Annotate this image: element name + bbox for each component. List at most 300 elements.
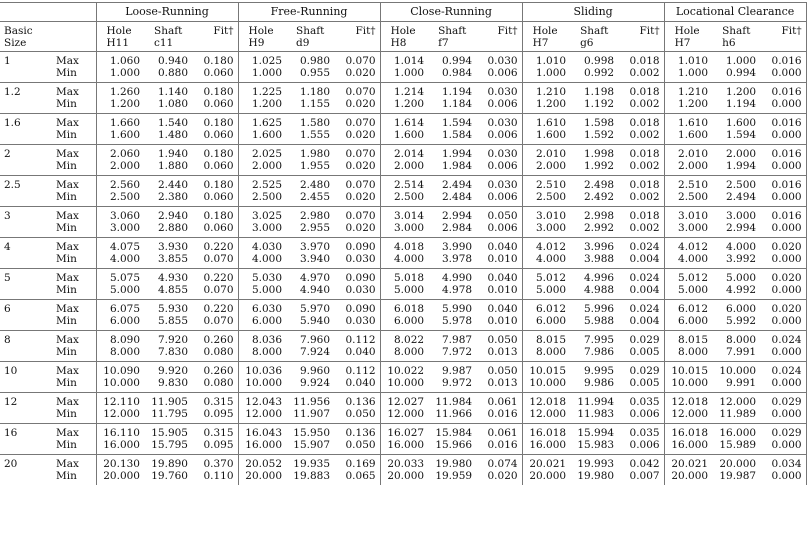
- shaft-value: 1.140: [144, 83, 192, 99]
- fit-value: 0.220: [192, 238, 238, 254]
- shaft-value: 2.492: [584, 191, 615, 203]
- fit-value: 0.136: [334, 424, 380, 440]
- table-row: [0, 362, 806, 378]
- fit-value: 0.070: [334, 207, 380, 223]
- hole-value: 6.075: [96, 300, 144, 316]
- fit-value: 0.004: [618, 284, 664, 300]
- hole-value: 16.000: [380, 439, 428, 455]
- fit-value: 0.007: [618, 470, 664, 485]
- shaft-value: 2.984: [442, 222, 473, 234]
- fit-value: 0.006: [476, 160, 522, 176]
- shaft-value: 19.987: [719, 470, 757, 482]
- tolerance-class: f7: [438, 37, 449, 49]
- shaft-value: 2.940: [144, 207, 192, 223]
- hole-value: 2.025: [238, 145, 286, 161]
- hole-value: 3.000: [380, 222, 428, 238]
- fit-value: 0.020: [334, 191, 380, 207]
- fit-value: 0.040: [334, 346, 380, 362]
- shaft-value: 15.994: [570, 424, 618, 440]
- shaft-value: 2.455: [299, 191, 331, 203]
- fit-value: 0.074: [476, 455, 522, 471]
- table-row: [0, 191, 806, 207]
- hole-value: 5.000: [380, 284, 428, 300]
- fit-value: 0.136: [334, 393, 380, 409]
- shaft-value: 15.984: [428, 424, 476, 440]
- shaft-value: 1.480: [157, 129, 188, 141]
- hole-value: 1.600: [522, 129, 570, 145]
- shaft-value: 3.940: [299, 253, 331, 265]
- hole-value: 16.043: [238, 424, 286, 440]
- column-heading: Fit†: [760, 22, 806, 38]
- shaft-value: 1.198: [570, 83, 618, 99]
- tolerance-class: [476, 37, 522, 52]
- column-heading: Fit†: [192, 22, 238, 38]
- hole-value: 4.030: [238, 238, 286, 254]
- fit-value: 0.110: [192, 470, 238, 485]
- fit-value: 0.024: [618, 300, 664, 316]
- shaft-value: 1.000: [712, 52, 760, 68]
- shaft-value: 19.980: [577, 470, 615, 482]
- fit-value: 0.016: [476, 439, 522, 455]
- column-heading: Shaft: [144, 22, 192, 38]
- hole-value: 1.200: [96, 98, 144, 114]
- fit-value: 0.000: [760, 160, 806, 176]
- shaft-value: 4.000: [712, 238, 760, 254]
- shaft-value: 9.991: [726, 377, 757, 389]
- basic-size-value: [0, 377, 52, 393]
- hole-value: 4.012: [522, 238, 570, 254]
- fit-value: 0.035: [618, 424, 664, 440]
- hole-value: 2.500: [96, 191, 144, 207]
- fit-value: 0.090: [334, 269, 380, 285]
- shaft-value: 12.000: [712, 393, 760, 409]
- shaft-value: 4.990: [428, 269, 476, 285]
- hole-value: 12.000: [238, 408, 286, 424]
- shaft-value: 5.930: [144, 300, 192, 316]
- fit-value: 0.220: [192, 300, 238, 316]
- shaft-value: 9.960: [286, 362, 334, 378]
- basic-size-value: [0, 470, 52, 485]
- fit-value: 0.020: [334, 129, 380, 145]
- shaft-value: 19.935: [286, 455, 334, 471]
- fit-value: 0.029: [618, 331, 664, 347]
- hole-value: 5.000: [522, 284, 570, 300]
- shaft-value: 11.983: [577, 408, 615, 420]
- fit-value: 0.002: [618, 129, 664, 145]
- fit-value: 0.016: [760, 83, 806, 99]
- min-label: Min: [52, 253, 96, 269]
- column-heading: Hole: [96, 22, 144, 38]
- fit-value: 0.005: [618, 377, 664, 393]
- spacer: [52, 22, 96, 38]
- max-label: Max: [52, 300, 96, 316]
- shaft-value: 11.984: [428, 393, 476, 409]
- column-heading: Hole: [238, 22, 286, 38]
- fit-value: 0.024: [760, 362, 806, 378]
- fit-value: 0.040: [476, 300, 522, 316]
- hole-value: 5.000: [664, 284, 712, 300]
- hole-value: 5.012: [522, 269, 570, 285]
- hole-value: 8.036: [238, 331, 286, 347]
- max-label: Max: [52, 424, 96, 440]
- fit-value: 0.070: [192, 253, 238, 269]
- fit-value: 0.020: [334, 160, 380, 176]
- hole-value: 8.090: [96, 331, 144, 347]
- fit-value: 0.029: [618, 362, 664, 378]
- fit-value: 0.006: [476, 129, 522, 145]
- basic-size-value: 5: [0, 269, 52, 285]
- fit-value: 0.024: [760, 331, 806, 347]
- basic-size-value: 2: [0, 145, 52, 161]
- fit-value: 0.050: [334, 439, 380, 455]
- fit-value: 0.060: [192, 222, 238, 238]
- shaft-value: 1.540: [144, 114, 192, 130]
- hole-value: 1.200: [238, 98, 286, 114]
- fit-value: 0.024: [618, 238, 664, 254]
- table-row: [0, 439, 806, 455]
- table-row: [0, 424, 806, 440]
- hole-value: 2.560: [96, 176, 144, 192]
- fit-value: 0.018: [618, 52, 664, 68]
- max-label: Max: [52, 362, 96, 378]
- hole-value: 12.000: [522, 408, 570, 424]
- shaft-value: 4.940: [299, 284, 331, 296]
- shaft-value: 3.996: [570, 238, 618, 254]
- shaft-value: 7.960: [286, 331, 334, 347]
- shaft-value: 1.994: [428, 145, 476, 161]
- hole-value: 3.060: [96, 207, 144, 223]
- fit-value: 0.060: [192, 98, 238, 114]
- fit-value: 0.000: [760, 222, 806, 238]
- shaft-value: 11.905: [144, 393, 192, 409]
- min-label: Min: [52, 377, 96, 393]
- max-label: Max: [52, 114, 96, 130]
- fit-value: 0.070: [334, 145, 380, 161]
- fit-value: 0.000: [760, 98, 806, 114]
- shaft-value: 19.760: [151, 470, 188, 482]
- shaft-value: 1.600: [712, 114, 760, 130]
- basic-size-value: 3: [0, 207, 52, 223]
- basic-size-value: 1.2: [0, 83, 52, 99]
- shaft-value: 19.993: [570, 455, 618, 471]
- shaft-value: 4.978: [442, 284, 473, 296]
- basic-size-value: [0, 129, 52, 145]
- fit-value: 0.000: [760, 67, 806, 83]
- fit-value: 0.070: [334, 176, 380, 192]
- shaft-value: 15.983: [577, 439, 615, 451]
- hole-value: 1.610: [522, 114, 570, 130]
- shaft-value: 0.994: [726, 67, 757, 79]
- column-heading: Shaft: [712, 22, 760, 38]
- column-heading: Shaft: [570, 22, 618, 38]
- shaft-value: 7.972: [442, 346, 473, 358]
- shaft-value: 2.955: [299, 222, 331, 234]
- fit-value: 0.180: [192, 176, 238, 192]
- table-row: [0, 315, 806, 331]
- hole-value: 12.043: [238, 393, 286, 409]
- shaft-value: 2.494: [726, 191, 757, 203]
- hole-value: 16.000: [96, 439, 144, 455]
- fit-value: 0.010: [476, 315, 522, 331]
- fit-value: 0.000: [760, 439, 806, 455]
- column-heading: Fit†: [476, 22, 522, 38]
- tolerance-class: H7: [522, 37, 570, 52]
- fit-value: 0.004: [618, 315, 664, 331]
- hole-value: 16.000: [522, 439, 570, 455]
- shaft-value: 1.594: [428, 114, 476, 130]
- hole-value: 3.000: [238, 222, 286, 238]
- shaft-value: 15.907: [293, 439, 331, 451]
- fit-value: 0.030: [476, 83, 522, 99]
- shaft-value: 1.994: [726, 160, 757, 172]
- hole-value: 1.200: [380, 98, 428, 114]
- fit-value: 0.070: [192, 315, 238, 331]
- fit-value: 0.030: [476, 145, 522, 161]
- shaft-value: 15.966: [435, 439, 473, 451]
- fit-value: 0.315: [192, 424, 238, 440]
- shaft-value: 4.855: [157, 284, 188, 296]
- table-row: [0, 377, 806, 393]
- shaft-value: 11.795: [151, 408, 188, 420]
- hole-value: 8.000: [380, 346, 428, 362]
- fit-value: 0.042: [618, 455, 664, 471]
- hole-value: 6.000: [96, 315, 144, 331]
- tolerance-class: [618, 37, 664, 52]
- min-label: Min: [52, 439, 96, 455]
- hole-value: 20.021: [522, 455, 570, 471]
- fit-value: 0.061: [476, 393, 522, 409]
- shaft-value: 3.000: [712, 207, 760, 223]
- hole-value: 20.033: [380, 455, 428, 471]
- fit-value: 0.024: [618, 269, 664, 285]
- hole-value: 8.000: [238, 346, 286, 362]
- table-row: [0, 176, 806, 192]
- hole-value: 8.015: [664, 331, 712, 347]
- hole-value: 20.000: [664, 470, 712, 485]
- shaft-value: 2.992: [584, 222, 615, 234]
- shaft-value: 7.986: [584, 346, 615, 358]
- fit-value: 0.370: [192, 455, 238, 471]
- shaft-value: 1.555: [299, 129, 331, 141]
- min-label: Min: [52, 222, 96, 238]
- fit-value: 0.000: [760, 470, 806, 485]
- basic-size-value: [0, 98, 52, 114]
- basic-size-value: [0, 160, 52, 176]
- fit-value: 0.016: [760, 207, 806, 223]
- fit-value: 0.090: [334, 238, 380, 254]
- shaft-value: 5.996: [570, 300, 618, 316]
- max-label: Max: [52, 83, 96, 99]
- hole-value: 10.022: [380, 362, 428, 378]
- hole-value: 20.000: [380, 470, 428, 485]
- hole-value: 10.000: [522, 377, 570, 393]
- fit-value: 0.018: [618, 176, 664, 192]
- hole-value: 10.015: [522, 362, 570, 378]
- table-row: [0, 408, 806, 424]
- fit-value: 0.020: [760, 300, 806, 316]
- shaft-value: 4.988: [584, 284, 615, 296]
- shaft-value: 2.994: [726, 222, 757, 234]
- fit-value: 0.050: [476, 362, 522, 378]
- shaft-value: 4.996: [570, 269, 618, 285]
- hole-value: 10.090: [96, 362, 144, 378]
- shaft-value: 1.980: [286, 145, 334, 161]
- hole-value: 3.000: [96, 222, 144, 238]
- shaft-value: 19.883: [293, 470, 331, 482]
- fit-value: 0.040: [334, 377, 380, 393]
- min-label: Min: [52, 315, 96, 331]
- shaft-value: 7.991: [726, 346, 757, 358]
- max-label: Max: [52, 176, 96, 192]
- min-label: Min: [52, 191, 96, 207]
- shaft-value: 11.966: [435, 408, 473, 420]
- shaft-value: 1.984: [442, 160, 473, 172]
- hole-value: 1.214: [380, 83, 428, 99]
- fit-value: 0.180: [192, 52, 238, 68]
- fit-value: 0.020: [760, 269, 806, 285]
- fit-value: 0.010: [476, 253, 522, 269]
- fit-value: 0.020: [760, 238, 806, 254]
- hole-value: 4.000: [522, 253, 570, 269]
- fit-value: 0.006: [476, 222, 522, 238]
- fit-value: 0.260: [192, 331, 238, 347]
- fit-value: 0.080: [192, 346, 238, 362]
- tolerance-class: H8: [380, 37, 428, 52]
- fit-value: 0.060: [192, 67, 238, 83]
- shaft-value: 19.980: [428, 455, 476, 471]
- shaft-value: 7.924: [299, 346, 331, 358]
- table-row: [0, 300, 806, 316]
- hole-value: 1.000: [664, 67, 712, 83]
- hole-value: 2.010: [664, 145, 712, 161]
- hole-value: 6.030: [238, 300, 286, 316]
- column-heading: Hole: [522, 22, 570, 38]
- shaft-value: 1.998: [570, 145, 618, 161]
- shaft-value: 2.994: [428, 207, 476, 223]
- shaft-value: 5.000: [712, 269, 760, 285]
- fit-value: 0.180: [192, 114, 238, 130]
- table-row: [0, 98, 806, 114]
- hole-value: 20.000: [238, 470, 286, 485]
- hole-value: 12.018: [522, 393, 570, 409]
- hole-value: 20.052: [238, 455, 286, 471]
- fit-value: 0.016: [760, 145, 806, 161]
- column-heading: Hole: [664, 22, 712, 38]
- max-label: Max: [52, 207, 96, 223]
- hole-value: 2.010: [522, 145, 570, 161]
- hole-value: 6.000: [664, 315, 712, 331]
- shaft-value: 5.978: [442, 315, 473, 327]
- spacer: [52, 37, 96, 52]
- hole-value: 1.200: [522, 98, 570, 114]
- hole-value: 1.600: [380, 129, 428, 145]
- basic-size-value: [0, 67, 52, 83]
- shaft-value: 2.380: [157, 191, 188, 203]
- column-heading: Fit†: [334, 22, 380, 38]
- shaft-value: 5.940: [299, 315, 331, 327]
- fit-value: 0.112: [334, 331, 380, 347]
- shaft-value: 1.580: [286, 114, 334, 130]
- hole-value: 16.110: [96, 424, 144, 440]
- hole-value: 3.000: [522, 222, 570, 238]
- fit-value: 0.090: [334, 300, 380, 316]
- fit-value: 0.050: [334, 408, 380, 424]
- basic-size-value: [0, 222, 52, 238]
- fit-value: 0.002: [618, 222, 664, 238]
- min-label: Min: [52, 470, 96, 485]
- shaft-value: 1.592: [584, 129, 615, 141]
- fit-value: 0.040: [476, 238, 522, 254]
- group-title: Loose-Running: [96, 3, 238, 22]
- hole-value: 2.500: [238, 191, 286, 207]
- hole-value: 8.000: [522, 346, 570, 362]
- fit-tolerance-table: [0, 2, 807, 485]
- hole-value: 2.510: [664, 176, 712, 192]
- hole-value: 1.600: [664, 129, 712, 145]
- table-row: [0, 346, 806, 362]
- hole-value: 10.036: [238, 362, 286, 378]
- basic-size-value: 8: [0, 331, 52, 347]
- fit-value: 0.060: [192, 191, 238, 207]
- tolerance-class: d9: [296, 37, 310, 49]
- shaft-value: 7.995: [570, 331, 618, 347]
- shaft-value: 7.830: [157, 346, 188, 358]
- shaft-value: 1.194: [726, 98, 757, 110]
- fit-value: 0.030: [476, 176, 522, 192]
- basic-size-value: 10: [0, 362, 52, 378]
- hole-value: 1.210: [522, 83, 570, 99]
- fit-value: 0.260: [192, 362, 238, 378]
- shaft-value: 1.155: [299, 98, 331, 110]
- hole-value: 1.600: [238, 129, 286, 145]
- fit-value: 0.112: [334, 362, 380, 378]
- basic-size-value: 2.5: [0, 176, 52, 192]
- shaft-value: 8.000: [712, 331, 760, 347]
- fit-value: 0.095: [192, 408, 238, 424]
- hole-value: 2.000: [522, 160, 570, 176]
- shaft-value: 0.880: [157, 67, 188, 79]
- fit-value: 0.004: [618, 253, 664, 269]
- fit-value: 0.035: [618, 393, 664, 409]
- hole-value: 8.022: [380, 331, 428, 347]
- hole-value: 4.012: [664, 238, 712, 254]
- hole-value: 3.010: [664, 207, 712, 223]
- hole-value: 5.075: [96, 269, 144, 285]
- hole-value: 20.021: [664, 455, 712, 471]
- fit-value: 0.040: [476, 269, 522, 285]
- fit-value: 0.030: [476, 52, 522, 68]
- hole-value: 1.200: [664, 98, 712, 114]
- table-row: [0, 470, 806, 485]
- column-heading: Hole: [380, 22, 428, 38]
- hole-value: 6.018: [380, 300, 428, 316]
- shaft-value: 3.970: [286, 238, 334, 254]
- shaft-value: 0.984: [442, 67, 473, 79]
- fit-value: 0.050: [476, 331, 522, 347]
- hole-value: 1.000: [522, 67, 570, 83]
- hole-value: 2.000: [238, 160, 286, 176]
- basic-size-value: 16: [0, 424, 52, 440]
- shaft-value: 0.998: [570, 52, 618, 68]
- table-row: [0, 114, 806, 130]
- shaft-value: 5.970: [286, 300, 334, 316]
- table-row: [0, 83, 806, 99]
- tolerance-class: H9: [238, 37, 286, 52]
- hole-value: 16.000: [664, 439, 712, 455]
- hole-value: 1.014: [380, 52, 428, 68]
- fit-value: 0.030: [334, 253, 380, 269]
- basic-size-value: 20: [0, 455, 52, 471]
